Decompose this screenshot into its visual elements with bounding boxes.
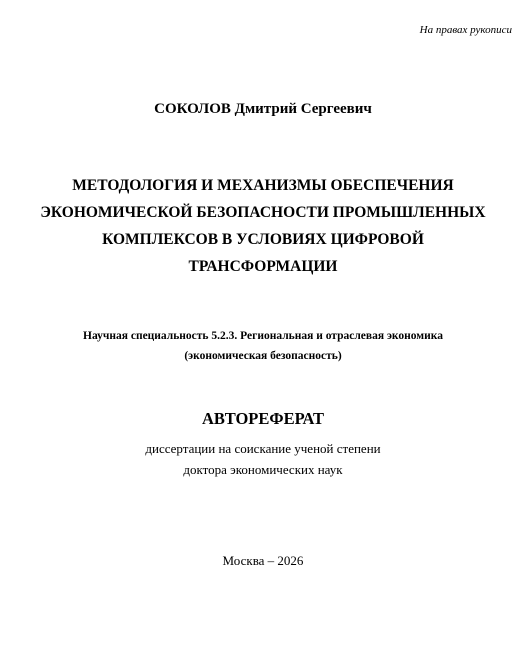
title-line: ТРАНСФОРМАЦИИ bbox=[188, 258, 338, 275]
purpose-line: диссертации на соискание ученой степени bbox=[145, 441, 381, 456]
title-line: МЕТОДОЛОГИЯ И МЕХАНИЗМЫ ОБЕСПЕЧЕНИЯ bbox=[72, 177, 454, 194]
rights-note: На правах рукописи bbox=[419, 24, 512, 36]
document-purpose bbox=[0, 438, 526, 480]
title-line: КОМПЛЕКСОВ В УСЛОВИЯХ ЦИФРОВОЙ bbox=[102, 231, 424, 248]
title-line: ЭКОНОМИЧЕСКОЙ БЕЗОПАСНОСТИ ПРОМЫШЛЕННЫХ bbox=[40, 204, 486, 221]
document-type: АВТОРЕФЕРАТ bbox=[201, 409, 325, 428]
dissertation-title bbox=[20, 172, 506, 280]
place-year: Москва – 2026 bbox=[222, 553, 304, 568]
author-name: СОКОЛОВ Дмитрий Сергеевич bbox=[154, 101, 372, 117]
specialty bbox=[0, 326, 526, 366]
specialty-line: (экономическая безопасность) bbox=[184, 350, 342, 362]
purpose-line: доктора экономических наук bbox=[183, 462, 343, 477]
specialty-line: Научная специальность 5.2.3. Региональная и отраслевая экономика bbox=[83, 330, 443, 342]
